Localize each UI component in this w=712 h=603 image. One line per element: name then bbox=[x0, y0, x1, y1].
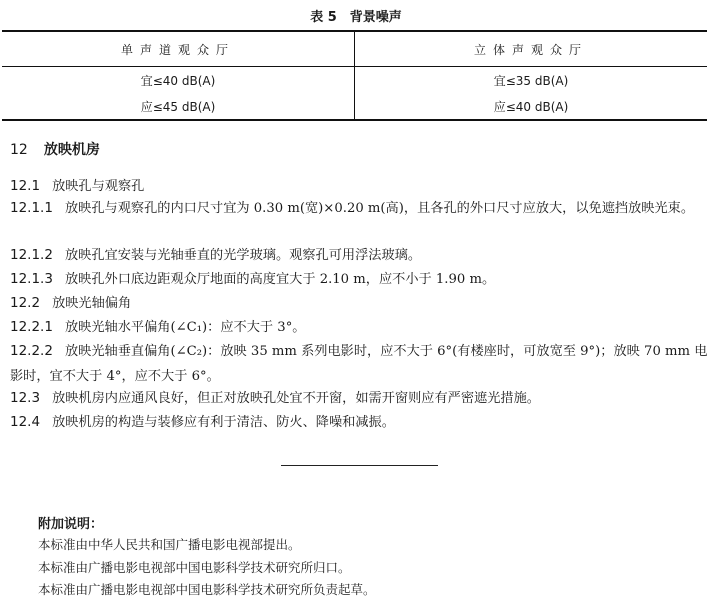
section-number: 12 bbox=[10, 142, 28, 158]
clause-12-1-1 bbox=[10, 196, 708, 221]
table-cell: 宜≤35 dB(A) bbox=[493, 73, 569, 88]
clause-number: 12.1.2 bbox=[10, 247, 53, 263]
clause-text: 放映光轴水平偏角(∠C₁)：应不大于 3°。 bbox=[64, 320, 306, 335]
clause-12-2 bbox=[10, 291, 708, 316]
clause-12-3 bbox=[10, 386, 708, 411]
section-divider bbox=[281, 465, 438, 466]
clause-12-1-2 bbox=[10, 243, 708, 268]
clause-text: 放映孔外口底边距观众厅地面的高度宜大于 2.10 m，应不小于 1.90 m。 bbox=[64, 272, 496, 287]
clause-number: 12.4 bbox=[10, 414, 41, 430]
clause-12-1-3 bbox=[10, 267, 708, 292]
clause-text: 放映孔与观察孔 bbox=[52, 179, 145, 194]
section-heading bbox=[10, 139, 100, 159]
section-title: 放映机房 bbox=[43, 142, 100, 158]
clause-number: 12.2.1 bbox=[10, 319, 53, 335]
clause-text: 放映光轴偏角 bbox=[52, 296, 132, 311]
table-row bbox=[2, 67, 707, 94]
clause-text: 放映机房的构造与装修应有利于清洁、防火、降噪和减振。 bbox=[52, 415, 395, 430]
table-header-row bbox=[2, 31, 707, 67]
clause-number: 12.1.1 bbox=[10, 200, 53, 216]
clause-number: 12.2 bbox=[10, 295, 41, 311]
clause-number: 12.3 bbox=[10, 390, 41, 406]
background-noise-table bbox=[2, 30, 707, 121]
clause-text: 放映孔宜安装与光轴垂直的光学玻璃。观察孔可用浮法玻璃。 bbox=[64, 248, 422, 263]
clause-12-2-2 bbox=[10, 339, 708, 389]
clause-text: 放映光轴垂直偏角(∠C₂)：放映 35 mm 系列电影时，应不大于 6°(有楼座时，可放宽至 9°)；放映 70 mm 电影时，宜不大于 4°，应不大于 6°。 bbox=[10, 344, 708, 384]
note-line: 本标准由中华人民共和国广播电影电视部提出。 bbox=[38, 537, 301, 552]
header-stereo-hall: 立体声观众厅 bbox=[473, 42, 588, 57]
note-line: 本标准由广播电影电视部中国电影科学技术研究所负责起草。 bbox=[38, 582, 376, 597]
clause-text: 放映机房内应通风良好，但正对放映孔处宜不开窗，如需开窗则应有严密遮光措施。 bbox=[52, 391, 540, 406]
clause-number: 12.2.2 bbox=[10, 343, 53, 359]
table-caption: 表 5 背景噪声 bbox=[310, 10, 402, 25]
clause-number: 12.1 bbox=[10, 178, 41, 194]
note-line: 本标准由广播电影电视部中国电影科学技术研究所归口。 bbox=[38, 560, 351, 575]
clause-12-4 bbox=[10, 410, 708, 435]
clause-number: 12.1.3 bbox=[10, 271, 53, 287]
clause-text: 放映孔与观察孔的内口尺寸宜为 0.30 m(宽)×0.20 m(高)，且各孔的外口尺寸应放大，以免遮挡放映光束。 bbox=[64, 201, 695, 216]
header-mono-hall: 单声道观众厅 bbox=[2, 31, 355, 67]
notes-title: 附加说明： bbox=[38, 517, 104, 532]
clause-12-2-1 bbox=[10, 315, 708, 340]
table-cell: 宜≤40 dB(A) bbox=[2, 67, 355, 94]
table-row bbox=[2, 93, 707, 120]
table-cell: 应≤40 dB(A) bbox=[493, 99, 569, 114]
table-cell: 应≤45 dB(A) bbox=[2, 93, 355, 120]
